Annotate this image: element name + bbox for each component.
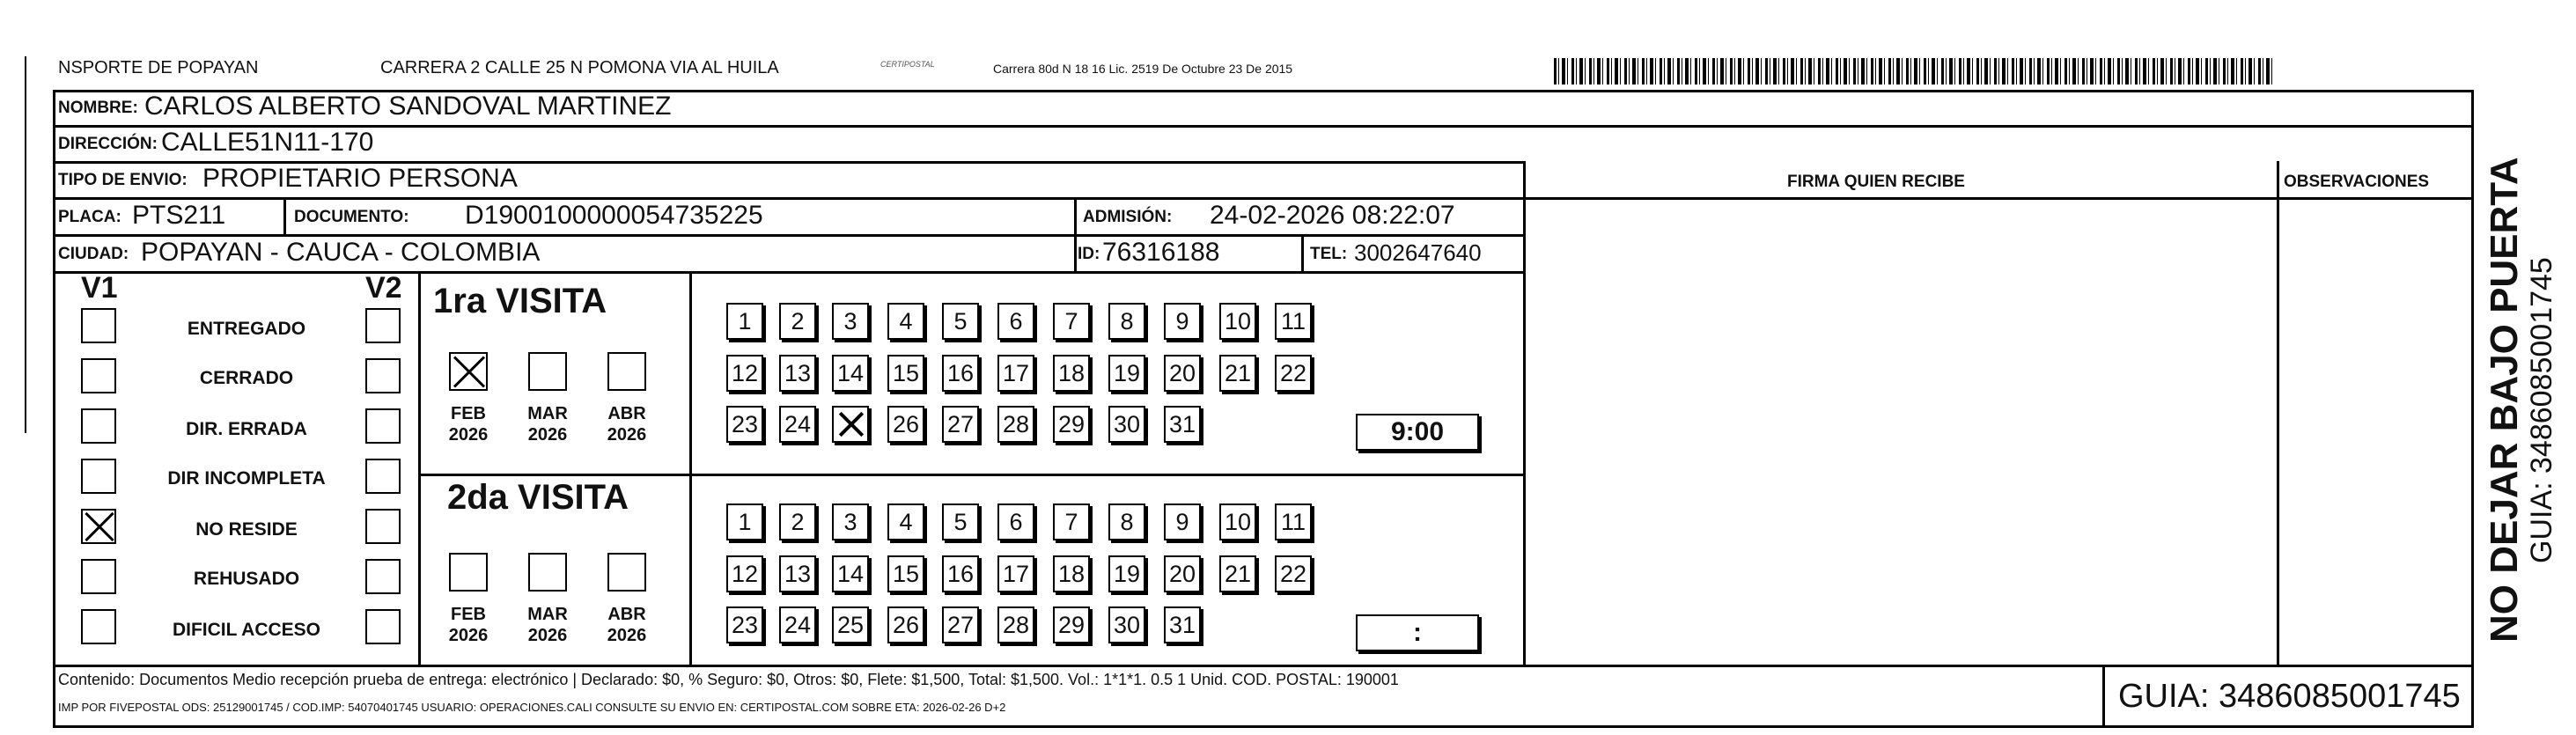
- v1-check-rehusado[interactable]: [81, 559, 116, 594]
- first-visit-day-15[interactable]: 15: [887, 355, 924, 392]
- nombre-value: CARLOS ALBERTO SANDOVAL MARTINEZ: [144, 92, 672, 121]
- status-rehusado: REHUSADO: [193, 569, 300, 589]
- second-year-mar: 2026: [527, 626, 568, 645]
- observaciones-header: OBSERVACIONES: [2284, 173, 2430, 191]
- certipostal-logo: CERTIPOSTAL: [880, 60, 935, 69]
- second-visit-day-6[interactable]: 6: [997, 503, 1034, 540]
- nombre-label: NOMBRE:: [58, 99, 138, 117]
- second-visit-day-26[interactable]: 26: [887, 606, 924, 643]
- first-visit-day-20[interactable]: 20: [1164, 355, 1201, 392]
- id-label: ID:: [1078, 245, 1100, 263]
- status-dir-incompleta: DIR INCOMPLETA: [167, 468, 326, 489]
- margin-rule: [25, 56, 26, 433]
- license-text: Carrera 80d N 18 16 Lic. 2519 De Octubre 23 De 2015: [993, 62, 1293, 76]
- first-visit-day-13[interactable]: 13: [779, 355, 816, 392]
- second-visit-time[interactable]: :: [1356, 614, 1479, 651]
- status-entregado: ENTREGADO: [187, 319, 306, 339]
- first-visit-day-5[interactable]: 5: [942, 303, 979, 340]
- v1-check-cerrado[interactable]: [81, 358, 116, 393]
- documento-label: DOCUMENTO:: [294, 208, 409, 226]
- second-visit-day-9[interactable]: 9: [1164, 503, 1201, 540]
- second-visit-day-14[interactable]: 14: [832, 555, 869, 592]
- first-visit-day-17[interactable]: 17: [997, 355, 1034, 392]
- first-visit-time[interactable]: 9:00: [1356, 414, 1479, 451]
- first-visit-day-6[interactable]: 6: [997, 303, 1034, 340]
- first-visit-day-23[interactable]: 23: [726, 406, 763, 443]
- first-visit-month-feb[interactable]: [449, 352, 488, 391]
- first-visit-day-18[interactable]: 18: [1053, 355, 1090, 392]
- second-visit-day-7[interactable]: 7: [1053, 503, 1090, 540]
- barcode: [1554, 58, 2276, 85]
- second-month-abr: ABR: [607, 605, 646, 624]
- documento-value: D1900100000054735225: [465, 201, 763, 230]
- second-visit-day-13[interactable]: 13: [779, 555, 816, 592]
- first-visit-month-mar[interactable]: [528, 352, 567, 391]
- first-visit-day-26[interactable]: 26: [887, 406, 924, 443]
- second-visit-day-28[interactable]: 28: [997, 606, 1034, 643]
- firma-header: FIRMA QUIEN RECIBE: [1787, 173, 1965, 191]
- company-name: NSPORTE DE POPAYAN: [58, 58, 259, 77]
- first-year-abr: 2026: [607, 425, 647, 445]
- second-visit-day-27[interactable]: 27: [942, 606, 979, 643]
- second-visit-day-25[interactable]: 25: [832, 606, 869, 643]
- second-month-mar: MAR: [527, 605, 568, 624]
- first-visit-day-11[interactable]: 11: [1275, 303, 1312, 340]
- ciudad-label: CIUDAD:: [58, 245, 129, 263]
- second-visit-day-24[interactable]: 24: [779, 606, 816, 643]
- second-visit-day-19[interactable]: 19: [1108, 555, 1145, 592]
- second-visit-title: 2da VISITA: [447, 478, 629, 517]
- v2-check-dificil-acceso[interactable]: [365, 609, 401, 644]
- second-visit-day-2[interactable]: 2: [779, 503, 816, 540]
- first-visit-day-2[interactable]: 2: [779, 303, 816, 340]
- placa-label: PLACA:: [58, 208, 121, 226]
- second-visit-day-12[interactable]: 12: [726, 555, 763, 592]
- first-month-feb: FEB: [451, 404, 486, 423]
- first-visit-day-31[interactable]: 31: [1164, 406, 1201, 443]
- footer-guia: GUIA: 3486085001745: [2118, 678, 2461, 715]
- second-visit-day-21[interactable]: 21: [1219, 555, 1256, 592]
- first-month-mar: MAR: [527, 404, 568, 423]
- direccion-label: DIRECCIÓN:: [58, 135, 158, 153]
- status-no-reside: NO RESIDE: [195, 519, 298, 540]
- second-visit-day-3[interactable]: 3: [832, 503, 869, 540]
- second-visit-month-feb[interactable]: [449, 553, 488, 592]
- first-visit-day-29[interactable]: 29: [1053, 406, 1090, 443]
- v2-header: V2: [365, 271, 402, 305]
- first-visit-day-22[interactable]: 22: [1275, 355, 1312, 392]
- first-visit-day-3[interactable]: 3: [832, 303, 869, 340]
- first-visit-day-4[interactable]: 4: [887, 303, 924, 340]
- status-dir-errada: DIR. ERRADA: [186, 419, 307, 439]
- v2-check-dir-errada[interactable]: [365, 408, 401, 444]
- footer-print-info: IMP POR FIVEPOSTAL ODS: 25129001745 / COD.IMP: 54070401745 USUARIO: OPERACIONES.CALI CONSULTE SU ENVIO EN: CERTIPOSTAL.COM SOBRE ETA: 2026-02-26 D+2: [58, 701, 1006, 714]
- v1-check-entregado[interactable]: [81, 308, 116, 343]
- v2-check-no-reside[interactable]: [365, 509, 401, 544]
- v2-check-cerrado[interactable]: [365, 358, 401, 393]
- second-visit-day-20[interactable]: 20: [1164, 555, 1201, 592]
- no-dejar-bajo-puerta: NO DEJAR BAJO PUERTA: [2483, 157, 2526, 643]
- first-visit-day-19[interactable]: 19: [1108, 355, 1145, 392]
- first-visit-day-12[interactable]: 12: [726, 355, 763, 392]
- admision-value: 24-02-2026 08:22:07: [1210, 201, 1455, 230]
- admision-label: ADMISIÓN:: [1083, 208, 1173, 226]
- v1-header: V1: [81, 271, 118, 305]
- v1-check-no-reside[interactable]: [81, 509, 116, 544]
- second-visit-day-31[interactable]: 31: [1164, 606, 1201, 643]
- v1-check-dificil-acceso[interactable]: [81, 609, 116, 644]
- second-year-abr: 2026: [607, 626, 647, 645]
- v1-check-dir-incompleta[interactable]: [81, 459, 116, 494]
- tipo-envio-label: TIPO DE ENVIO:: [58, 171, 188, 189]
- first-visit-month-abr[interactable]: [607, 352, 646, 391]
- tel-value: 3002647640: [1354, 239, 1482, 266]
- v2-check-entregado[interactable]: [365, 308, 401, 343]
- ciudad-value: POPAYAN - CAUCA - COLOMBIA: [141, 238, 541, 267]
- placa-value: PTS211: [132, 201, 226, 230]
- id-value: 76316188: [1102, 238, 1220, 267]
- first-visit-day-28[interactable]: 28: [997, 406, 1034, 443]
- second-visit-day-8[interactable]: 8: [1108, 503, 1145, 540]
- first-month-abr: ABR: [607, 404, 646, 423]
- second-visit-day-30[interactable]: 30: [1108, 606, 1145, 643]
- first-visit-day-7[interactable]: 7: [1053, 303, 1090, 340]
- v2-check-dir-incompleta[interactable]: [365, 459, 401, 494]
- second-visit-day-29[interactable]: 29: [1053, 606, 1090, 643]
- second-year-feb: 2026: [448, 626, 489, 645]
- second-visit-day-5[interactable]: 5: [942, 503, 979, 540]
- tel-label: TEL:: [1310, 245, 1348, 263]
- second-visit-month-mar[interactable]: [528, 553, 567, 592]
- second-visit-day-11[interactable]: 11: [1275, 503, 1312, 540]
- status-dificil-acceso: DIFICIL ACCESO: [172, 620, 320, 640]
- second-visit-month-abr[interactable]: [607, 553, 646, 592]
- first-visit-day-16[interactable]: 16: [942, 355, 979, 392]
- footer-contents: Contenido: Documentos Medio recepción prueba de entrega: electrónico | Declarado: $0, % Seguro: $0, Otros: $0, Flete: $1,500, Total: $1,500. Vol.: 1*1*1. 0.5 1 Unid. COD. POSTAL: 190001: [58, 671, 1399, 688]
- first-visit-day-24[interactable]: 24: [779, 406, 816, 443]
- tipo-envio-value: PROPIETARIO PERSONA: [202, 164, 518, 193]
- side-guia: GUIA: 3486085001745: [2525, 257, 2558, 563]
- first-visit-day-9[interactable]: 9: [1164, 303, 1201, 340]
- second-visit-day-10[interactable]: 10: [1219, 503, 1256, 540]
- first-year-mar: 2026: [527, 425, 568, 445]
- second-visit-day-15[interactable]: 15: [887, 555, 924, 592]
- first-year-feb: 2026: [448, 425, 489, 445]
- first-visit-day-25[interactable]: [832, 406, 869, 443]
- second-visit-day-22[interactable]: 22: [1275, 555, 1312, 592]
- v2-check-rehusado[interactable]: [365, 559, 401, 594]
- first-visit-day-1[interactable]: 1: [726, 303, 763, 340]
- first-visit-title: 1ra VISITA: [433, 282, 607, 320]
- second-visit-day-16[interactable]: 16: [942, 555, 979, 592]
- second-visit-day-4[interactable]: 4: [887, 503, 924, 540]
- first-visit-day-10[interactable]: 10: [1219, 303, 1256, 340]
- second-visit-day-1[interactable]: 1: [726, 503, 763, 540]
- first-visit-day-14[interactable]: 14: [832, 355, 869, 392]
- first-visit-day-8[interactable]: 8: [1108, 303, 1145, 340]
- second-visit-day-17[interactable]: 17: [997, 555, 1034, 592]
- company-address: CARRERA 2 CALLE 25 N POMONA VIA AL HUILA: [380, 58, 779, 77]
- second-month-feb: FEB: [451, 605, 486, 624]
- second-visit-day-18[interactable]: 18: [1053, 555, 1090, 592]
- status-cerrado: CERRADO: [199, 368, 294, 388]
- v1-check-dir-errada[interactable]: [81, 408, 116, 444]
- first-visit-day-27[interactable]: 27: [942, 406, 979, 443]
- second-visit-day-23[interactable]: 23: [726, 606, 763, 643]
- first-visit-day-30[interactable]: 30: [1108, 406, 1145, 443]
- first-visit-day-21[interactable]: 21: [1219, 355, 1256, 392]
- direccion-value: CALLE51N11-170: [161, 128, 374, 157]
